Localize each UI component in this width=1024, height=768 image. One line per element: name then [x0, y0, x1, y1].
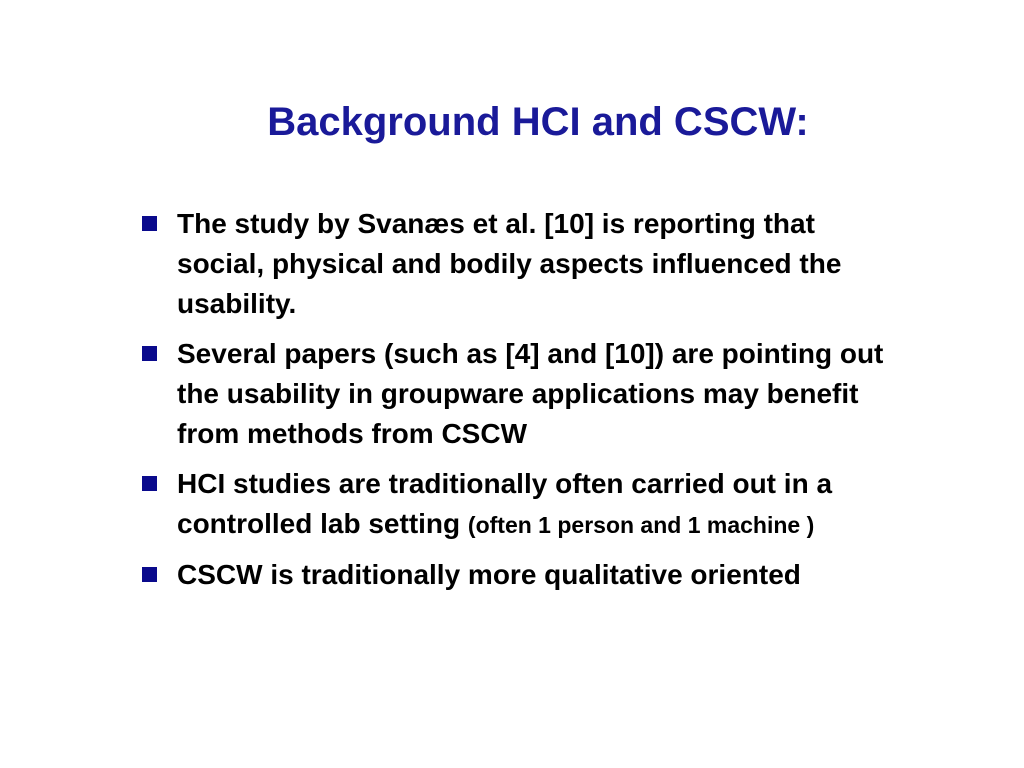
square-bullet-icon: [142, 567, 157, 582]
bullet-text: The study by Svanæs et al. [10] is reporting that social, physical and bodily aspects influenced the usability.: [177, 208, 842, 319]
bullet-item: [140, 334, 900, 454]
bullet-small-text: (often 1 person and 1 machine ): [467, 512, 815, 538]
bullet-list: [140, 204, 900, 605]
square-bullet-icon: [142, 346, 157, 361]
bullet-item: [140, 204, 900, 324]
bullet-item: [140, 555, 900, 595]
bullet-text: Several papers (such as [4] and [10]) are pointing out the usability in groupware applications may benefit from methods from CSCW: [177, 338, 884, 449]
bullet-text: HCI studies are traditionally often carried out in a controlled lab setting: [177, 468, 833, 539]
slide-title: Background HCI and CSCW:: [267, 100, 809, 144]
bullet-text: CSCW is traditionally more qualitative oriented: [177, 559, 801, 590]
square-bullet-icon: [142, 216, 157, 231]
bullet-item: [140, 464, 900, 545]
square-bullet-icon: [142, 476, 157, 491]
